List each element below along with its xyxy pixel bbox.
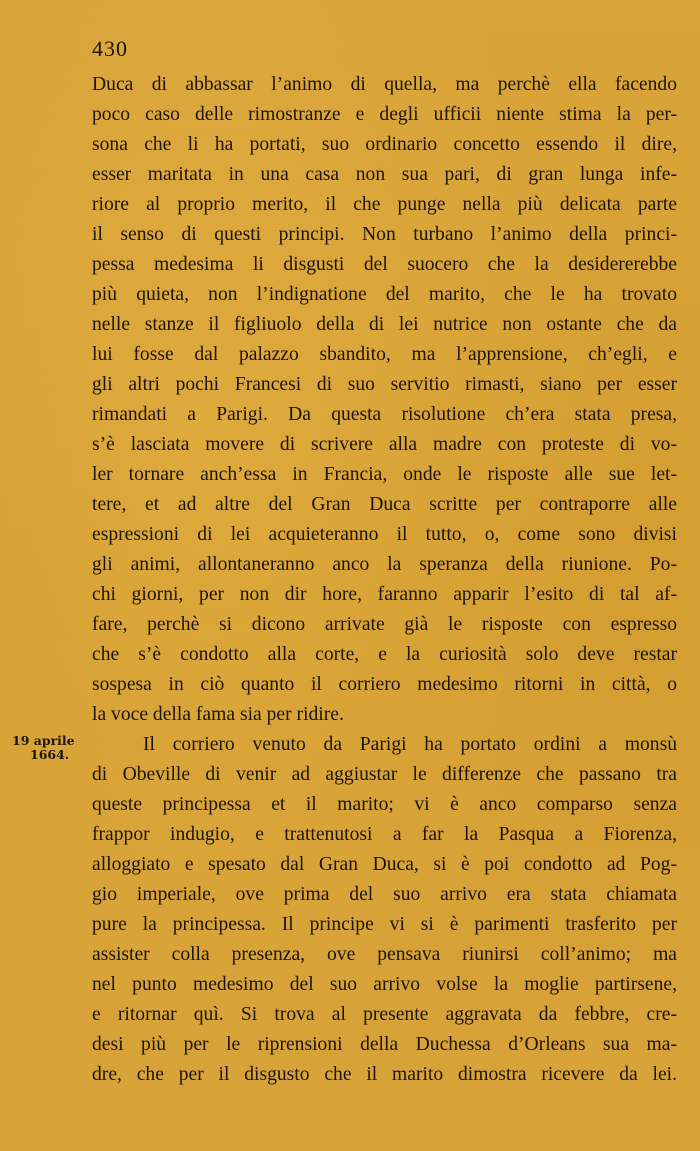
text-line: gli animi, allontaneranno anco la speranza della riunione. Po- — [92, 554, 677, 575]
text-line: il senso di questi principi. Non turbano l’animo della princi- — [92, 224, 677, 245]
text-line: più quieta, non l’indignatione del marito, che le ha trovato — [92, 284, 677, 305]
text-line: Duca di abbassar l’animo di quella, ma perchè ella facendo — [92, 74, 677, 95]
margin-note-year: 1664. — [30, 747, 70, 762]
text-line: tere, et ad altre del Gran Duca scritte per contraporre alle — [92, 494, 677, 515]
margin-note-day: 19 aprile — [12, 733, 75, 748]
text-line: nelle stanze il figliuolo della di lei nutrice non ostante che da — [92, 314, 677, 335]
text-line: rimandati a Parigi. Da questa risolutione ch’era stata presa, — [92, 404, 677, 425]
text-line: lui fosse dal palazzo sbandito, ma l’apprensione, ch’egli, e — [92, 344, 677, 365]
text-line: chi giorni, per non dir hore, faranno apparir l’esito di tal af- — [92, 584, 677, 605]
text-line: Il corriero venuto da Parigi ha portato ordini a monsù — [143, 734, 677, 755]
text-line: queste principessa et il marito; vi è anco comparso senza — [92, 794, 677, 815]
text-line: riore al proprio merito, il che punge nella più delicata parte — [92, 194, 677, 215]
text-line: dre, che per il disgusto che il marito dimostra ricevere da lei. — [92, 1064, 677, 1085]
text-line: assister colla presenza, ove pensava riunirsi coll’animo; ma — [92, 944, 677, 965]
text-line: ler tornare anch’essa in Francia, onde le risposte alle sue let- — [92, 464, 677, 485]
text-line: fare, perchè si dicono arrivate già le risposte con espresso — [92, 614, 677, 635]
text-line: di Obeville di venir ad aggiustar le differenze che passano tra — [92, 764, 677, 785]
text-line: frappor indugio, e trattenutosi a far la Pasqua a Fiorenza, — [92, 824, 677, 845]
text-line: espressioni di lei acquieteranno il tutto, o, come sono divisi — [92, 524, 677, 545]
text-line: e ritornar quì. Si trova al presente aggravata da febbre, cre- — [92, 1004, 677, 1025]
margin-note-date — [12, 734, 82, 762]
text-line: nel punto medesimo del suo arrivo volse la moglie partirsene, — [92, 974, 677, 995]
text-line: gio imperiale, ove prima del suo arrivo era stata chiamata — [92, 884, 677, 905]
text-line: pure la principessa. Il principe vi si è parimenti trasferito per — [92, 914, 677, 935]
text-line: la voce della fama sia per ridire. — [92, 704, 344, 725]
text-line: esser maritata in una casa non sua pari, di gran lunga infe- — [92, 164, 677, 185]
text-line: che s’è condotto alla corte, e la curiosità solo deve restar — [92, 644, 677, 665]
text-line: sona che li ha portati, suo ordinario concetto essendo il dire, — [92, 134, 677, 155]
text-line: pessa medesima li disgusti del suocero che la desidererebbe — [92, 254, 677, 275]
text-line: poco caso delle rimostranze e degli ufficii niente stima la per- — [92, 104, 677, 125]
text-line: gli altri pochi Francesi di suo servitio rimasti, siano per esser — [92, 374, 677, 395]
text-line: desi più per le riprensioni della Duchessa d’Orleans sua ma- — [92, 1034, 677, 1055]
text-line: alloggiato e spesato dal Gran Duca, si è poi condotto ad Pog- — [92, 854, 677, 875]
text-line: s’è lasciata movere di scrivere alla madre con proteste di vo- — [92, 434, 677, 455]
text-line: sospesa in ciò quanto il corriero medesimo ritorni in città, o — [92, 674, 677, 695]
page-number: 430 — [92, 36, 128, 61]
